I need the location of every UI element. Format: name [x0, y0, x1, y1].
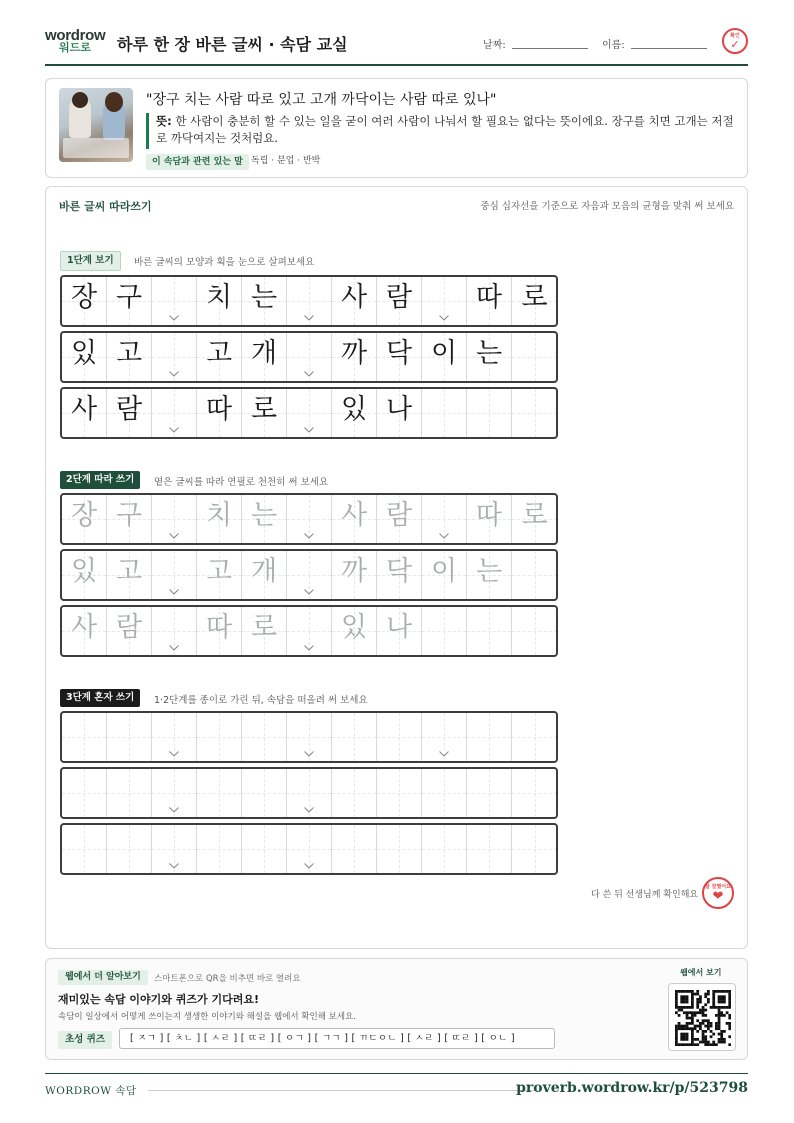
writing-cell[interactable]	[332, 825, 377, 873]
writing-cell[interactable]	[422, 713, 467, 761]
writing-cell[interactable]	[512, 769, 557, 817]
trace-glyph: 치	[205, 500, 233, 531]
writing-cell[interactable]	[287, 495, 332, 543]
trace-glyph: 사	[340, 500, 368, 531]
writing-row[interactable]	[60, 549, 558, 601]
writing-cell[interactable]	[377, 769, 422, 817]
space-mark-icon	[439, 751, 449, 757]
writing-cell[interactable]	[512, 495, 557, 543]
writing-cell[interactable]	[197, 825, 242, 873]
model-glyph: 나	[385, 394, 413, 425]
writing-cell[interactable]	[287, 607, 332, 655]
space-mark-icon	[169, 807, 179, 813]
writing-row[interactable]	[60, 823, 558, 875]
proverb-card	[45, 78, 748, 178]
meaning-accent-bar	[146, 113, 149, 149]
writing-row	[60, 387, 558, 439]
name-label: 이름:	[602, 40, 625, 51]
space-mark-icon	[304, 589, 314, 595]
space-mark-icon	[304, 645, 314, 651]
writing-cell[interactable]	[467, 607, 512, 655]
footer-url[interactable]: proverb.wordrow.kr/p/523798	[516, 1080, 748, 1096]
trace-glyph: 는	[250, 500, 278, 531]
writing-cell[interactable]	[242, 713, 287, 761]
model-glyph: 있	[340, 394, 368, 425]
proverb-meaning	[156, 113, 736, 147]
trace-glyph: 개	[250, 556, 278, 587]
writing-cell[interactable]	[332, 769, 377, 817]
space-mark-icon	[304, 427, 314, 433]
writing-cell[interactable]	[422, 769, 467, 817]
writing-cell	[287, 389, 332, 437]
space-mark-icon	[304, 315, 314, 321]
writing-row[interactable]	[60, 493, 558, 545]
writing-cell	[152, 333, 197, 381]
writing-cell[interactable]	[287, 769, 332, 817]
writing-cell	[287, 277, 332, 325]
check-stamp-text: 확인	[730, 32, 740, 39]
writing-cell	[152, 277, 197, 325]
writing-cell[interactable]	[332, 551, 377, 599]
writing-cell[interactable]	[287, 551, 332, 599]
trace-glyph: 닥	[385, 556, 413, 587]
model-glyph: 람	[115, 394, 143, 425]
writing-cell[interactable]	[377, 495, 422, 543]
writing-cell[interactable]	[62, 713, 107, 761]
writing-row	[60, 331, 558, 383]
writing-cell[interactable]	[62, 769, 107, 817]
page-title: 하루 한 장 바른 글씨 · 속담 교실	[117, 35, 348, 54]
space-mark-icon	[169, 315, 179, 321]
space-mark-icon	[304, 807, 314, 813]
space-mark-icon	[169, 427, 179, 433]
writing-cell	[422, 277, 467, 325]
writing-cell[interactable]	[62, 607, 107, 655]
writing-cell	[467, 389, 512, 437]
trace-glyph: 까	[340, 556, 368, 587]
writing-cell[interactable]	[512, 551, 557, 599]
writing-cell	[152, 389, 197, 437]
date-label: 날짜:	[483, 40, 506, 51]
chosung-quiz: [ ㅈㄱ ] [ ㅊㄴ ] [ ㅅㄹ ] [ ㄸㄹ ] [ ㅇㄱ ] [ ㄱㄱ ] [ ㄲㄷㅇㄴ ] [ ㅅㄹ ] [ ㄸㄹ ] [ ㅇㄴ ]	[119, 1028, 555, 1049]
trace-glyph: 이	[430, 556, 458, 587]
space-mark-icon	[304, 751, 314, 757]
heart-stamp-icon: 참 잘했어요 ❤	[702, 877, 734, 909]
space-mark-icon	[304, 863, 314, 869]
web-subtitle: 스마트폰으로 QR을 비추면 바로 열려요	[154, 974, 301, 984]
model-glyph: 고	[115, 338, 143, 369]
writing-cell	[242, 333, 287, 381]
date-field[interactable]	[512, 48, 588, 49]
writing-cell	[332, 333, 377, 381]
logo-korean: 워드로	[59, 41, 91, 54]
writing-cell	[197, 389, 242, 437]
writing-row[interactable]	[60, 605, 558, 657]
writing-cell[interactable]	[512, 607, 557, 655]
writing-cell[interactable]	[467, 825, 512, 873]
trace-glyph: 는	[475, 556, 503, 587]
related-words: 독립 · 분업 · 반박	[251, 156, 321, 166]
writing-cell[interactable]	[242, 769, 287, 817]
writing-cell	[422, 333, 467, 381]
writing-cell[interactable]	[287, 713, 332, 761]
writing-cell[interactable]	[422, 607, 467, 655]
writing-cell[interactable]	[107, 825, 152, 873]
writing-cell[interactable]	[377, 825, 422, 873]
writing-cell[interactable]	[152, 495, 197, 543]
trace-glyph: 로	[521, 500, 548, 531]
model-glyph: 사	[70, 394, 98, 425]
writing-cell	[242, 277, 287, 325]
writing-cell[interactable]	[332, 495, 377, 543]
practice-hint: 중심 십자선을 기준으로 자음과 모음의 균형을 맞춰 써 보세요	[480, 201, 734, 212]
name-field[interactable]	[631, 48, 707, 49]
writing-cell	[467, 333, 512, 381]
writing-row[interactable]	[60, 711, 558, 763]
model-glyph: 고	[205, 338, 233, 369]
writing-cell[interactable]	[197, 495, 242, 543]
writing-cell[interactable]	[62, 825, 107, 873]
space-mark-icon	[439, 315, 449, 321]
space-mark-icon	[169, 645, 179, 651]
writing-cell[interactable]	[422, 825, 467, 873]
model-glyph: 개	[250, 338, 278, 369]
space-mark-icon	[169, 589, 179, 595]
logo-wordmark: wordrow	[45, 27, 106, 44]
writing-cell	[377, 389, 422, 437]
web-info-card	[45, 958, 748, 1060]
proverb-title: "장구 치는 사람 따로 있고 고개 까닥이는 사람 따로 있나"	[146, 92, 497, 108]
writing-cell[interactable]	[422, 551, 467, 599]
trace-glyph: 람	[385, 500, 413, 531]
trace-glyph: 따	[205, 612, 233, 643]
writing-cell[interactable]	[377, 607, 422, 655]
writing-cell[interactable]	[467, 713, 512, 761]
writing-cell[interactable]	[377, 713, 422, 761]
writing-cell[interactable]	[197, 551, 242, 599]
writing-cell[interactable]	[332, 607, 377, 655]
model-glyph: 따	[205, 394, 233, 425]
stage-2-tag: 2단계 따라 쓰기	[60, 471, 140, 489]
model-glyph: 까	[340, 338, 368, 369]
writing-cell	[107, 333, 152, 381]
writing-cell[interactable]	[62, 495, 107, 543]
writing-cell[interactable]	[107, 713, 152, 761]
space-mark-icon	[439, 533, 449, 539]
writing-cell[interactable]	[197, 769, 242, 817]
writing-cell	[512, 333, 557, 381]
writing-cell	[107, 277, 152, 325]
writing-cell	[332, 389, 377, 437]
trace-glyph: 고	[115, 556, 143, 587]
writing-cell	[62, 277, 107, 325]
writing-cell[interactable]	[467, 769, 512, 817]
writing-cell[interactable]	[467, 495, 512, 543]
space-mark-icon	[169, 863, 179, 869]
writing-cell	[467, 277, 512, 325]
related-words-tag: 이 속담과 관련 있는 말	[146, 154, 249, 170]
trace-glyph: 구	[115, 500, 143, 531]
writing-cell[interactable]	[377, 551, 422, 599]
writing-cell[interactable]	[62, 551, 107, 599]
model-glyph: 치	[205, 282, 233, 313]
writing-cell[interactable]	[197, 607, 242, 655]
qr-label: 웹에서 보기	[680, 968, 722, 977]
practice-section	[45, 186, 748, 949]
model-glyph: 로	[250, 394, 278, 425]
writing-cell[interactable]	[152, 713, 197, 761]
writing-cell[interactable]	[242, 825, 287, 873]
space-mark-icon	[304, 533, 314, 539]
stage-3-tag: 3단계 혼자 쓰기	[60, 689, 140, 707]
writing-row[interactable]	[60, 767, 558, 819]
model-glyph: 닥	[385, 338, 413, 369]
trace-glyph: 나	[385, 612, 413, 643]
writing-cell[interactable]	[467, 551, 512, 599]
writing-cell	[512, 389, 557, 437]
stage-1-desc: 바른 글씨의 모양과 획을 눈으로 살펴보세요	[134, 257, 315, 268]
trace-glyph: 람	[115, 612, 143, 643]
model-glyph: 장	[70, 282, 98, 313]
model-glyph: 있	[70, 338, 98, 369]
writing-cell	[107, 389, 152, 437]
stage-3-desc: 1·2단계를 종이로 가린 뒤, 속담을 떠올려 써 보세요	[154, 695, 368, 706]
space-mark-icon	[169, 533, 179, 539]
writing-row	[60, 275, 558, 327]
trace-glyph: 있	[340, 612, 368, 643]
web-description: 속담이 일상에서 어떻게 쓰이는지 생생한 이야기와 해설을 웹에서 확인해 보세요.	[58, 1012, 356, 1022]
writing-cell[interactable]	[512, 713, 557, 761]
writing-cell[interactable]	[242, 607, 287, 655]
writing-cell	[197, 277, 242, 325]
wordrow-logo	[45, 28, 107, 60]
trace-glyph: 고	[205, 556, 233, 587]
model-glyph: 사	[340, 282, 368, 313]
stage-2-desc: 옅은 글씨를 따라 연필로 천천히 써 보세요	[154, 477, 329, 488]
space-mark-icon	[169, 371, 179, 377]
writing-cell	[422, 389, 467, 437]
model-glyph: 로	[521, 282, 548, 313]
writing-cell[interactable]	[107, 607, 152, 655]
writing-cell	[512, 277, 557, 325]
model-glyph: 이	[430, 338, 458, 369]
page-header	[45, 20, 748, 66]
writing-cell[interactable]	[242, 495, 287, 543]
writing-cell[interactable]	[332, 713, 377, 761]
teacher-note: 다 쓴 뒤 선생님께 확인해요	[591, 890, 699, 900]
page-footer	[45, 1073, 748, 1103]
practice-title: 바른 글씨 따라쓰기	[59, 200, 152, 213]
writing-cell[interactable]	[422, 495, 467, 543]
model-glyph: 는	[475, 338, 503, 369]
meaning-label: 뜻:	[156, 114, 172, 128]
footer-divider	[148, 1090, 536, 1091]
model-glyph: 는	[250, 282, 278, 313]
writing-cell[interactable]	[152, 607, 197, 655]
proverb-illustration	[59, 88, 133, 162]
web-headline: 재미있는 속담 이야기와 퀴즈가 기다려요!	[58, 993, 259, 1006]
writing-cell	[377, 277, 422, 325]
model-glyph: 람	[385, 282, 413, 313]
check-stamp-icon: 확인 ✓	[722, 28, 748, 54]
footer-brand: WORDROW 속담	[45, 1085, 137, 1097]
writing-cell[interactable]	[197, 713, 242, 761]
space-mark-icon	[304, 371, 314, 377]
trace-glyph: 있	[70, 556, 98, 587]
trace-glyph: 사	[70, 612, 98, 643]
writing-cell[interactable]	[512, 825, 557, 873]
quiz-label: 초성 퀴즈	[58, 1031, 112, 1049]
writing-cell[interactable]	[242, 551, 287, 599]
writing-cell	[377, 333, 422, 381]
writing-cell[interactable]	[287, 825, 332, 873]
model-glyph: 구	[115, 282, 143, 313]
trace-glyph: 따	[475, 500, 503, 531]
writing-cell	[287, 333, 332, 381]
model-glyph: 따	[475, 282, 503, 313]
writing-cell[interactable]	[152, 769, 197, 817]
stage-1-tag: 1단계 보기	[60, 251, 121, 271]
writing-cell	[62, 333, 107, 381]
meaning-text: 한 사람이 충분히 할 수 있는 일을 굳이 여러 사람이 나눠서 할 필요는 없다는 뜻이에요. 장구를 치면 고개는 저절로 까닥여지는 것처럼요.	[156, 114, 734, 145]
writing-cell	[197, 333, 242, 381]
writing-cell[interactable]	[152, 551, 197, 599]
writing-cell	[242, 389, 287, 437]
writing-cell	[62, 389, 107, 437]
writing-cell	[332, 277, 377, 325]
trace-glyph: 장	[70, 500, 98, 531]
writing-cell[interactable]	[107, 551, 152, 599]
web-tag: 웹에서 더 알아보기	[58, 970, 148, 985]
writing-cell[interactable]	[152, 825, 197, 873]
writing-cell[interactable]	[107, 495, 152, 543]
space-mark-icon	[169, 751, 179, 757]
writing-cell[interactable]	[107, 769, 152, 817]
qr-code-icon[interactable]	[668, 983, 736, 1051]
trace-glyph: 로	[250, 612, 278, 643]
teacher-stamp-text: 참 잘했어요	[705, 883, 731, 890]
